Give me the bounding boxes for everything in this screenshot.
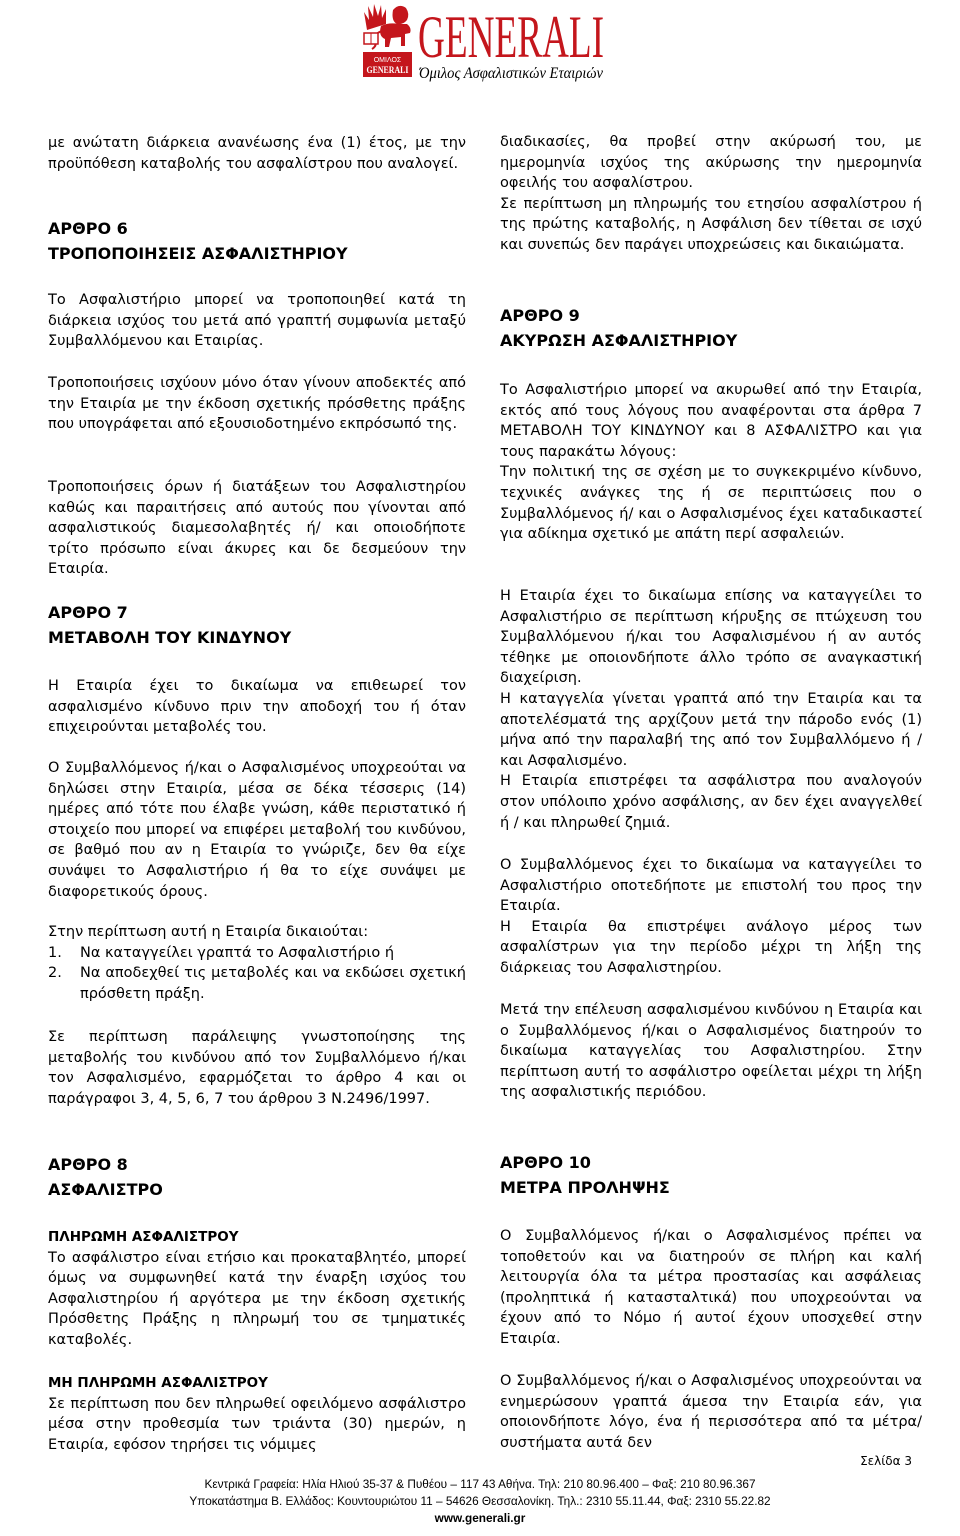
premium-payment-section bbox=[48, 1227, 466, 1351]
article-title: ΤΡΟΠΟΠΟΙΗΣΕΙΣ ΑΣΦΑΛΙΣΤΗΡΙΟΥ bbox=[48, 244, 348, 263]
paragraph: Σε περίπτωση που δεν πληρωθεί οφειλόμενο ασφάλιστρο μέσα στην προθεσμία των τριάντα (30) ημερών, η Εταιρία, εφόσον τηρήσει τις νόμιμες bbox=[48, 1395, 466, 1453]
logo-tagline: Όμιλος Ασφαλιστικών Εταιριών bbox=[419, 65, 604, 82]
footer bbox=[0, 1476, 960, 1527]
intro-paragraph-block bbox=[48, 133, 466, 174]
paragraph: Σε περίπτωση παράλειψης γνωστοποίησης της μεταβολής του κινδύνου από τον Συμβαλλόμενο ή/και τον Ασφαλισμένο, εφαρμόζεται το άρθρο 4 και οι παράγραφοι 3, 4, 5, 6, 7 του άρθρου 3 Ν.2496/1997. bbox=[48, 1029, 466, 1107]
footer-website: www.generali.gr bbox=[434, 1511, 526, 1525]
list-item bbox=[48, 963, 466, 1004]
article-6-paragraph-2 bbox=[48, 373, 466, 435]
paragraph: Μετά την επέλευση ασφαλισμένου κινδύνου η Εταιρία και ο Συμβαλλόμενος ή/και ο Ασφαλισμένος διατηρούν το δικαίωμα καταγγελίας του Ασφαλιστηρίου. Στην περίπτωση αυτή το ασφάλιστρο οφείλεται μέχρι τη λήξη της ασφαλιστικής περιόδου. bbox=[500, 1002, 922, 1101]
premium-non-payment-section bbox=[48, 1373, 466, 1455]
paragraph: Η Εταιρία έχει το δικαίωμα επίσης να καταγγείλει το Ασφαλιστήριο σε περίπτωση κήρυξης σε πτώχευση του Συμβαλλόμενου ή/και του Ασφαλισμένου ή αν αυτός τέθηκε με οποιονδήποτε άλλο τρόπο σε αναγκαστική διαχείριση. bbox=[500, 588, 922, 687]
article-6-paragraph-1 bbox=[48, 290, 466, 352]
paragraph: Ο Συμβαλλόμενος ή/και ο Ασφαλισμένος υποχρεούνται να ενημερώσουν γραπτά άμεσα την Εταιρία εάν, για οποιονδήποτε λόγο, ένα ή περισσότερα από τα μέτρα/ συστήματα αυτά δεν bbox=[500, 1373, 922, 1451]
article-title: ΑΣΦΑΛΙΣΤΡΟ bbox=[48, 1180, 163, 1199]
article-number: ΑΡΘΡΟ 7 bbox=[48, 603, 128, 622]
article-9-heading bbox=[500, 303, 922, 353]
article-9-group-2 bbox=[500, 586, 922, 833]
article-6-heading bbox=[48, 216, 466, 266]
generali-logo bbox=[355, 0, 615, 84]
paragraph: με ανώτατη διάρκεια ανανέωσης ένα (1) έτος, με την προϋπόθεση καταβολής του ασφαλίστρου που αναλογεί. bbox=[48, 135, 466, 172]
footer-head-office: Κεντρικά Γραφεία: Ηλία Ηλιού 35-37 & Πυθέου – 117 43 Αθήνα. Τηλ: 210 80.96.400 – Φαξ: 210 80.96.367 bbox=[204, 1477, 756, 1491]
list-number: 1. bbox=[48, 944, 62, 961]
paragraph: Τροποποιήσεις ισχύουν μόνο όταν γίνουν αποδεκτές από την Εταιρία με την έκδοση σχετικής πρόσθετης πράξης που υπογράφεται από εξουσιοδοτημένο εκπρόσωπό της. bbox=[48, 375, 466, 433]
article-7-closing bbox=[48, 1027, 466, 1109]
article-title: ΑΚΥΡΩΣΗ ΑΣΦΑΛΙΣΤΗΡΙΟΥ bbox=[500, 331, 738, 350]
article-7-paragraph-2 bbox=[48, 758, 466, 902]
article-number: ΑΡΘΡΟ 6 bbox=[48, 219, 128, 238]
subsection-title: ΠΛΗΡΩΜΗ ΑΣΦΑΛΙΣΤΡΟΥ bbox=[48, 1229, 239, 1245]
paragraph: Σε περίπτωση μη πληρωμής του ετησίου ασφαλίστρου ή της πρώτης καταβολής, η Ασφάλιση δεν τίθεται σε ισχύ και συνεπώς δεν παράγει υποχρεώσεις και δικαιώματα. bbox=[500, 195, 922, 253]
article-8-heading bbox=[48, 1152, 466, 1202]
list-text: Να καταγγείλει γραπτά το Ασφαλιστήριο ή bbox=[80, 944, 395, 961]
paragraph: Η Εταιρία θα επιστρέψει ανάλογο μέρος των ασφαλίστρων για την περίοδο μέχρι τη λήξη της διάρκειας του Ασφαλιστηρίου. bbox=[500, 918, 922, 976]
article-9-group-3 bbox=[500, 855, 922, 979]
article-number: ΑΡΘΡΟ 8 bbox=[48, 1155, 128, 1174]
logo-badge-line2: GENERALI bbox=[366, 65, 409, 75]
paragraph: Το ασφάλιστρο είναι ετήσιο και προκαταβλητέο, μπορεί όμως να συμφωνηθεί κατά την έναρξη ισχύος του Ασφαλιστηρίου ή αργότερα με την έκδοση σχετικής Πρόσθετης Πράξης η πληρωμή του σε τμηματικές καταβολές. bbox=[48, 1249, 466, 1348]
paragraph: Το Ασφαλιστήριο μπορεί να τροποποιηθεί κατά τη διάρκεια ισχύος του μετά από γραπτή συμφωνία μεταξύ Συμβαλλόμενου και Εταιρίας. bbox=[48, 292, 466, 350]
article-title: ΜΕΤΡΑ ΠΡΟΛΗΨΗΣ bbox=[500, 1178, 670, 1197]
article-9-group-4 bbox=[500, 1000, 922, 1103]
paragraph: Ο Συμβαλλόμενος ή/και ο Ασφαλισμένος πρέπει να τοποθετούν και να διατηρούν σε πλήρη και καλή λειτουργία όλα τα μέτρα προστασίας και ασφάλειας (προληπτικά ή κατασταλτικά) που υποχρεούνται να έχουν από το Νόμο ή αυτοί έχουν υποσχεθεί στην Εταιρία. bbox=[500, 1228, 922, 1347]
article-10-paragraph-1 bbox=[500, 1226, 922, 1350]
list-text: Να αποδεχθεί τις μεταβολές και να εκδώσει σχετική πρόσθετη πράξη. bbox=[80, 965, 466, 1002]
subsection-title: ΜΗ ΠΛΗΡΩΜΗ ΑΣΦΑΛΙΣΤΡΟΥ bbox=[48, 1375, 268, 1391]
book-icon bbox=[364, 33, 378, 44]
footer-branch-office: Υποκατάστημα Β. Ελλάδος: Κουντουριώτου 11 – 54626 Θεσσαλονίκη. Τηλ.: 2310 55.11.44, Φαξ: 2310 55.22.82 bbox=[189, 1494, 771, 1508]
article-8-continuation bbox=[500, 132, 922, 256]
paragraph: διαδικασίες, θα προβεί στην ακύρωσή του, με ημερομηνία ισχύος της ακύρωσης την ημερομηνία οφειλής του ασφαλίστρου. bbox=[500, 134, 922, 192]
paragraph: Ο Συμβαλλόμενος έχει το δικαίωμα να καταγγείλει το Ασφαλιστήριο οποτεδήποτε με επιστολή του προς την Εταιρία. bbox=[500, 857, 922, 915]
paragraph: Το Ασφαλιστήριο μπορεί να ακυρωθεί από την Εταιρία, εκτός από τους λόγους που αναφέρονται στα άρθρα 7 ΜΕΤΑΒΟΛΗ ΤΟΥ ΚΙΝΔΥΝΟΥ και 8 ΑΣΦΑΛΙΣΤΡΟ και για τους παρακάτω λόγους: bbox=[500, 382, 922, 460]
paragraph: Τροποποιήσεις όρων ή διατάξεων του Ασφαλιστηρίου καθώς και παραιτήσεις από αυτούς που γίνονται από ασφαλιστικούς διαμεσολαβητές ή/ και οποιοδήποτε τρίτο πρόσωπο είναι άκυρες και δε δεσμεύουν την Εταιρία. bbox=[48, 479, 466, 578]
article-number: ΑΡΘΡΟ 10 bbox=[500, 1153, 591, 1172]
article-7-list-block bbox=[48, 922, 466, 1004]
article-10-heading bbox=[500, 1150, 922, 1200]
paragraph: Ο Συμβαλλόμενος ή/και ο Ασφαλισμένος υποχρεούται να δηλώσει στην Εταιρία, μέσα σε δέκα τέσσερις (14) ημέρες από τότε που έλαβε γνώση, κάθε περιστατικό ή στοιχείο που μπορεί να επιφέρει μεταβολή του κινδύνου, σε βαθμό που αν η Εταιρία το γνώριζε, δεν θα είχε συνάψει το Ασφαλιστήριο ή θα το είχε συνάψει με διαφορετικούς όρους. bbox=[48, 760, 466, 900]
article-6-paragraph-3 bbox=[48, 477, 466, 580]
list-intro: Στην περίπτωση αυτή η Εταιρία δικαιούται: bbox=[48, 924, 369, 940]
paragraph: Η Εταιρία έχει το δικαίωμα να επιθεωρεί τον ασφαλισμένο κίνδυνο πριν την αποδοχή του ή όταν επιχειρούνται μεταβολές του. bbox=[48, 678, 466, 736]
article-7-paragraph-1 bbox=[48, 676, 466, 738]
list-number: 2. bbox=[48, 965, 62, 982]
page-number: Σελίδα 3 bbox=[860, 1454, 912, 1468]
article-9-group-1 bbox=[500, 380, 922, 545]
paragraph: Η καταγγελία γίνεται γραπτά από την Εταιρία και τα αποτελέσματά της αρχίζουν μετά την πάροδο ενός (1) μήνα από την παραλαβή της από τον Συμβαλλόμενο ή / και Ασφαλισμένο. bbox=[500, 690, 922, 769]
list-item bbox=[48, 943, 466, 964]
article-10-paragraph-2 bbox=[500, 1371, 922, 1453]
logo-brand-name: GENERALI bbox=[418, 4, 604, 70]
article-number: ΑΡΘΡΟ 9 bbox=[500, 306, 580, 325]
article-title: ΜΕΤΑΒΟΛΗ ΤΟΥ ΚΙΝΔΥΝΟΥ bbox=[48, 628, 292, 647]
paragraph: Την πολιτική της σε σχέση με το συγκεκριμένο κίνδυνο, τεχνικές ανάγκες της ή σε περιπτώσεις που ο Συμβαλλόμενος ή/ και ο Ασφαλισμένος έχει καταδικαστεί για αδίκημα σχετικό με απάτη περί ασφαλειών. bbox=[500, 464, 922, 543]
logo-badge-line1: ΟΜΙΛΟΣ bbox=[373, 57, 402, 64]
paragraph: Η Εταιρία επιστρέφει τα ασφάλιστρα που αναλογούν στον υπόλοιπο χρόνο ασφάλισης, αν δεν έχει αναγγελθεί ή / και πληρωθεί ζημιά. bbox=[500, 773, 922, 831]
article-7-heading bbox=[48, 600, 466, 650]
